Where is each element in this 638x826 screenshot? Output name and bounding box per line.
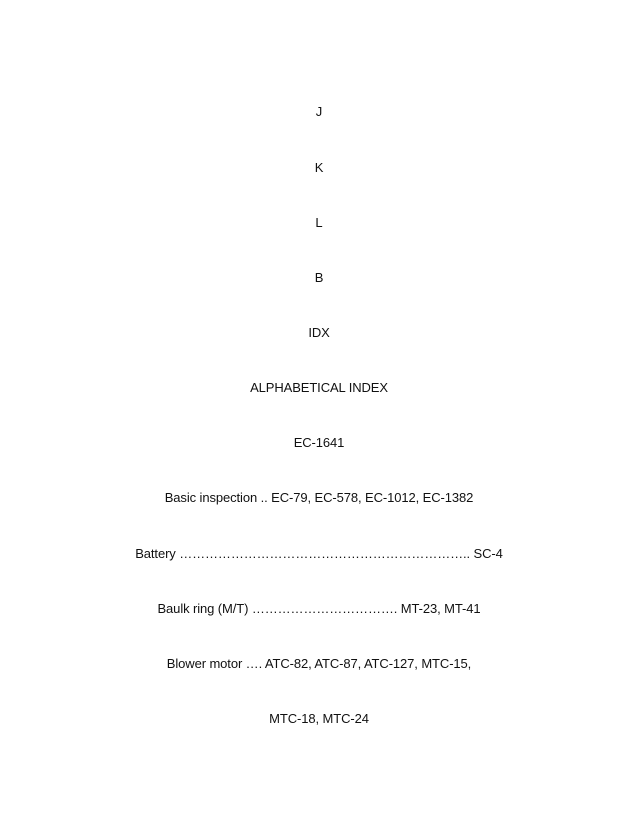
index-entry-blower-motor: Blower motor …. ATC-82, ATC-87, ATC-127, MTC-15, [166,656,472,671]
index-entry-battery: Battery ………………………………………………………….. SC-4 [135,546,503,561]
index-entry-basic-inspection: Basic inspection .. EC-79, EC-578, EC-1012, EC-1382 [164,490,474,505]
index-entry-baulk-ring: Baulk ring (M/T) ……………………………. MT-23, MT-41 [157,601,481,616]
reference-code: EC-1641 [293,435,345,450]
index-letter-j: J [315,104,323,119]
section-code: IDX [308,325,330,340]
index-letter-l: L [315,215,323,230]
index-entry-blower-motor-continued: MTC-18, MTC-24 [269,711,369,726]
index-letter-b: B [314,270,324,285]
index-letter-k: K [314,160,324,175]
page-title: ALPHABETICAL INDEX [250,380,388,395]
